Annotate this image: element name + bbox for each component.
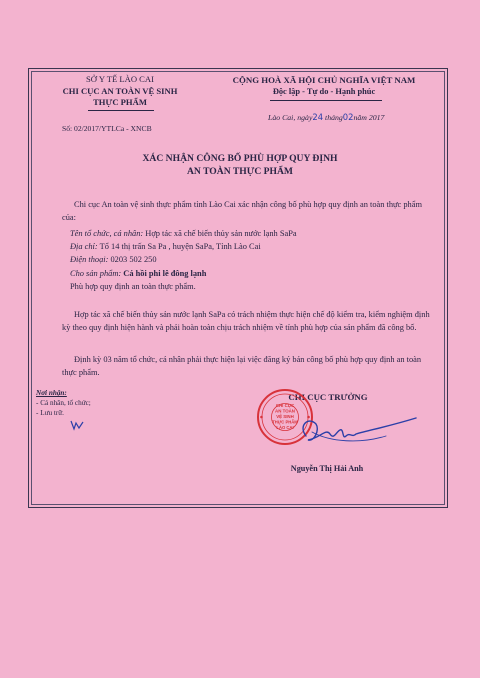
issuer-department: SỞ Y TẾ LÀO CAI [86, 74, 154, 84]
address-row [62, 240, 432, 253]
phone-row [62, 253, 432, 266]
issuer-agency: CHI CỤC AN TOÀN VỆ SINH [62, 85, 178, 96]
national-motto: Độc lập - Tự do - Hạnh phúc [272, 87, 376, 96]
date-month-handwritten: 02 [342, 112, 354, 122]
signer-name: Nguyễn Thị Hải Anh [290, 464, 364, 473]
intro-paragraph: Chi cục An toàn vệ sinh thực phẩm tỉnh Lào Cai xác nhận công bố phù hợp quy định an toàn thực phẩm của: [62, 200, 422, 223]
product-value: Cá hồi phi lê đông lạnh [121, 268, 207, 278]
product-label: Cho sản phẩm: [70, 268, 122, 278]
document-number: Số: 02/2017/YTLCa - XNCB [62, 124, 152, 133]
date-mid: tháng [323, 113, 343, 122]
svg-text:VỆ SINH: VỆ SINH [276, 414, 294, 419]
date-day-handwritten: 24 [312, 112, 324, 122]
applicant-details [62, 227, 432, 293]
national-title: CỘNG HOÀ XÃ HỘI CHỦ NGHĨA VIỆT NAM [232, 75, 416, 85]
issuer-underline [88, 110, 154, 111]
phone-label: Điện thoại: [70, 255, 109, 265]
conform-row: Phù hợp quy định an toàn thực phẩm. [70, 281, 196, 291]
document-date [268, 112, 384, 122]
svg-text:AN TOÀN: AN TOÀN [275, 408, 295, 414]
handwritten-signature [290, 412, 420, 452]
svg-text:THỰC PHẨM: THỰC PHẨM [272, 419, 298, 425]
responsibility-paragraph: Hợp tác xã chế biến thủy sản nước lạnh SaPa có trách nhiệm thực hiện chế độ kiểm tra, kiểm nghiệm định kỳ theo quy định hiện hành và phải hoàn toàn chịu trách nhiệm về tính phù hợp của sản phẩm đã công bố. [62, 310, 430, 333]
issuer-header [36, 74, 204, 109]
svg-text:LÀO CAI: LÀO CAI [276, 425, 294, 430]
recipient-item-2: - Lưu trữ. [36, 409, 64, 417]
phone-value: 0203 502 250 [108, 255, 157, 265]
address-label: Địa chỉ: [70, 242, 98, 252]
org-value: Hợp tác xã chế biến thủy sản nước lạnh SaPa [143, 229, 297, 238]
national-header [204, 74, 444, 98]
date-suffix: năm 2017 [353, 113, 385, 122]
address-value: Tổ 14 thị trấn Sa Pa , huyện SaPa, Tỉnh Lào Cai [97, 242, 261, 252]
recipients-block [36, 388, 91, 418]
org-row [62, 227, 432, 240]
motto-underline [270, 100, 382, 101]
document-title [60, 152, 420, 178]
product-row [62, 267, 432, 280]
org-label: Tên tổ chức, cá nhân: [70, 229, 144, 238]
signer-title: CHI CỤC TRƯỞNG [288, 392, 368, 402]
recipients-heading: Nơi nhận: [36, 389, 67, 397]
period-paragraph: Định kỳ 03 năm tổ chức, cá nhân phải thực hiện lại việc đăng ký bản công bố phù hợp quy định an toàn thực phẩm. [62, 355, 422, 378]
date-prefix: Lào Cai, ngày [268, 113, 313, 122]
recipient-item-1: - Cá nhân, tổ chức; [36, 399, 91, 407]
title-line-2: AN TOÀN THỰC PHẨM [187, 166, 293, 177]
archive-initial-handwriting [70, 419, 84, 431]
issuer-agency-cont: THỰC PHẨM [93, 97, 147, 107]
title-line-1: XÁC NHẬN CÔNG BỐ PHÙ HỢP QUY ĐỊNH [142, 153, 338, 164]
svg-text:CHI CỤC: CHI CỤC [275, 403, 295, 408]
